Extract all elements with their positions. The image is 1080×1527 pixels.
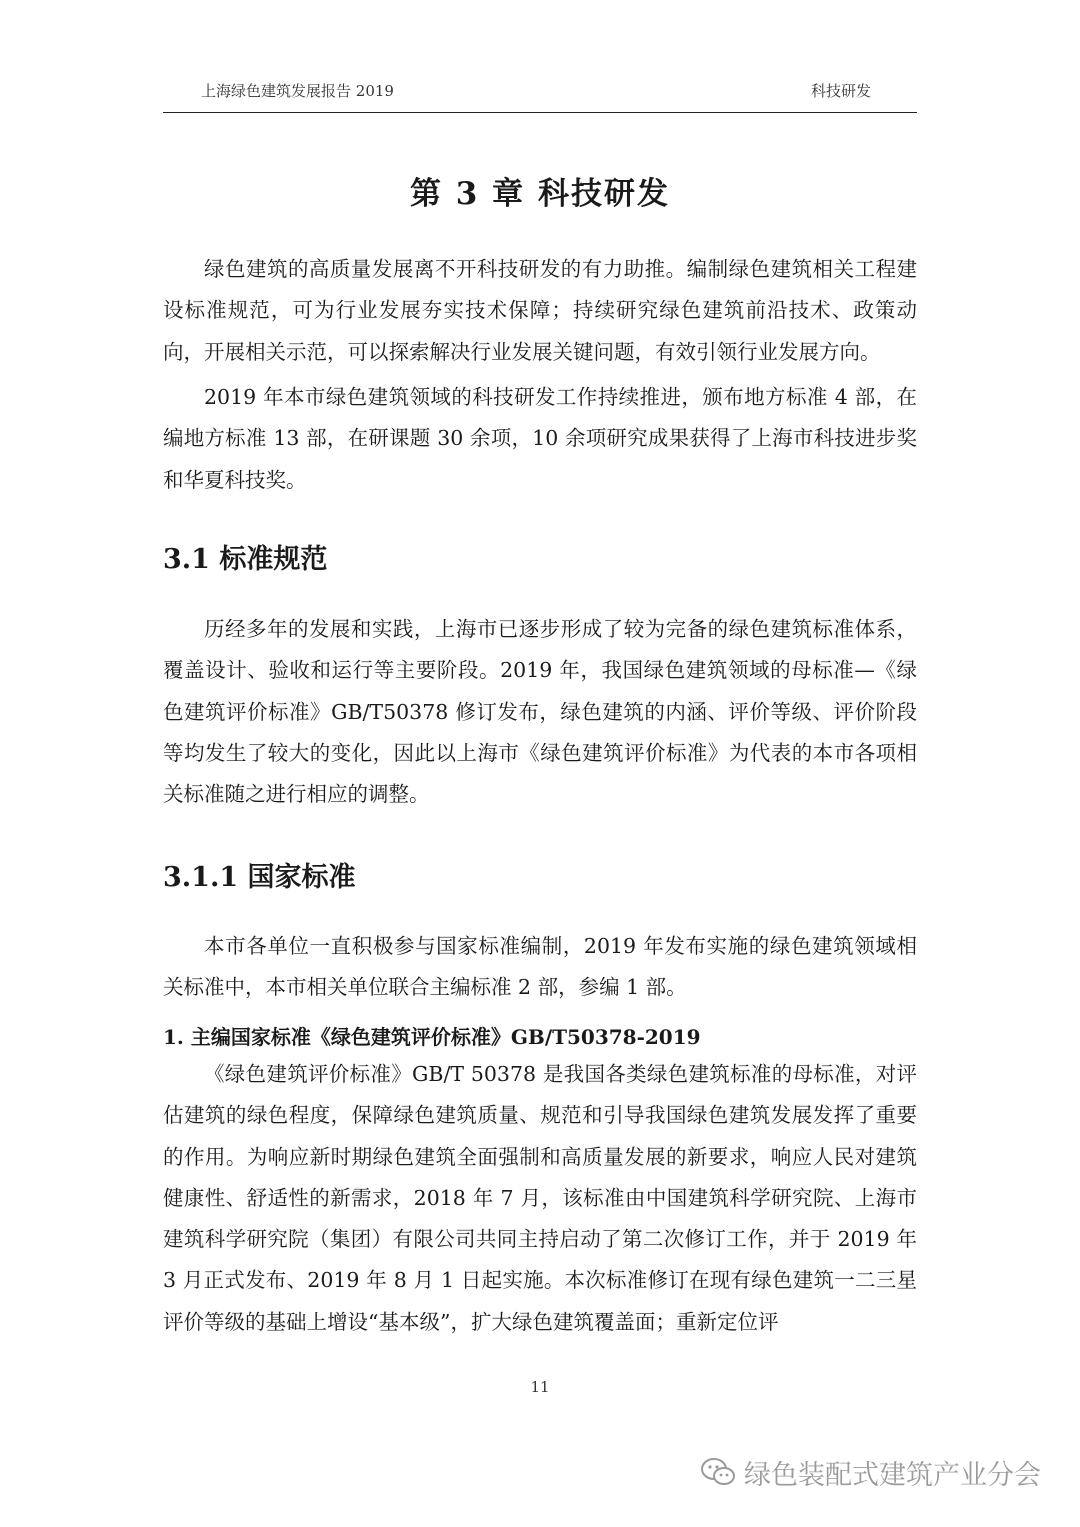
wechat-icon [700,1456,736,1488]
section-heading-3-1: 3.1 标准规范 [163,544,328,575]
item-1-paragraph: 《绿色建筑评价标准》GB/T 50378 是我国各类绿色建筑标准的母标准，对评估建筑的绿色程度，保障绿色建筑质量、规范和引导我国绿色建筑发展发挥了重要的作用。为响应新时期绿色建筑全面强制和高质量发展的新要求，响应人民对建筑健康性、舒适性的新需求，2018 年 7 月，该标准由中国建筑科学研究院、上海市建筑科学研究院（集团）有限公司共同主持启动了第二次修订工作，并于 2019 年 3 月正式发布、2019 年 8 月 1 日起实施。本次标准修订在现有绿色建筑一二三星评价等级的基础上增设“基本级”，扩大绿色建筑覆盖面；重新定位评 [163,1062,917,1334]
section-heading-3-1-1: 3.1.1 国家标准 [163,862,356,893]
section-3-1-paragraph: 历经多年的发展和实践，上海市已逐步形成了较为完备的绿色建筑标准体系，覆盖设计、验收和运行等主要阶段。2019 年，我国绿色建筑领域的母标准—《绿色建筑评价标准》GB/T50378 修订发布，绿色建筑的内涵、评价等级、评价阶段等均发生了较大的变化，因此以上海市《绿色建筑评价标准》为代表的本市各项相关标准随之进行相应的调整。 [163,617,917,807]
section-3-1-1-paragraph: 本市各单位一直积极参与国家标准编制，2019 年发布实施的绿色建筑领域相关标准中，本市相关单位联合主编标准 2 部，参编 1 部。 [163,934,917,1000]
chapter-title: 第 3 章 科技研发 [410,176,670,212]
intro-paragraph-1: 绿色建筑的高质量发展离不开科技研发的有力助推。编制绿色建筑相关工程建设标准规范，可为行业发展夯实技术保障；持续研究绿色建筑前沿技术、政策动向，开展相关示范，可以探索解决行业发展关键问题，有效引领行业发展方向。 [163,257,917,364]
page-number: 11 [530,1378,550,1396]
watermark [700,1452,1041,1492]
header-report-title: 上海绿色建筑发展报告 2019 [201,82,394,100]
watermark-text: 绿色装配式建筑产业分会 [744,1459,1041,1491]
item-1-heading: 1. 主编国家标准《绿色建筑评价标准》GB/T50378-2019 [163,1025,701,1049]
header-chapter-name: 科技研发 [810,82,871,100]
intro-paragraph-2: 2019 年本市绿色建筑领域的科技研发工作持续推进，颁布地方标准 4 部，在编地方标准 13 部，在研课题 30 余项，10 余项研究成果获得了上海市科技进步奖和华夏科技奖。 [163,385,917,492]
running-header [163,76,917,113]
